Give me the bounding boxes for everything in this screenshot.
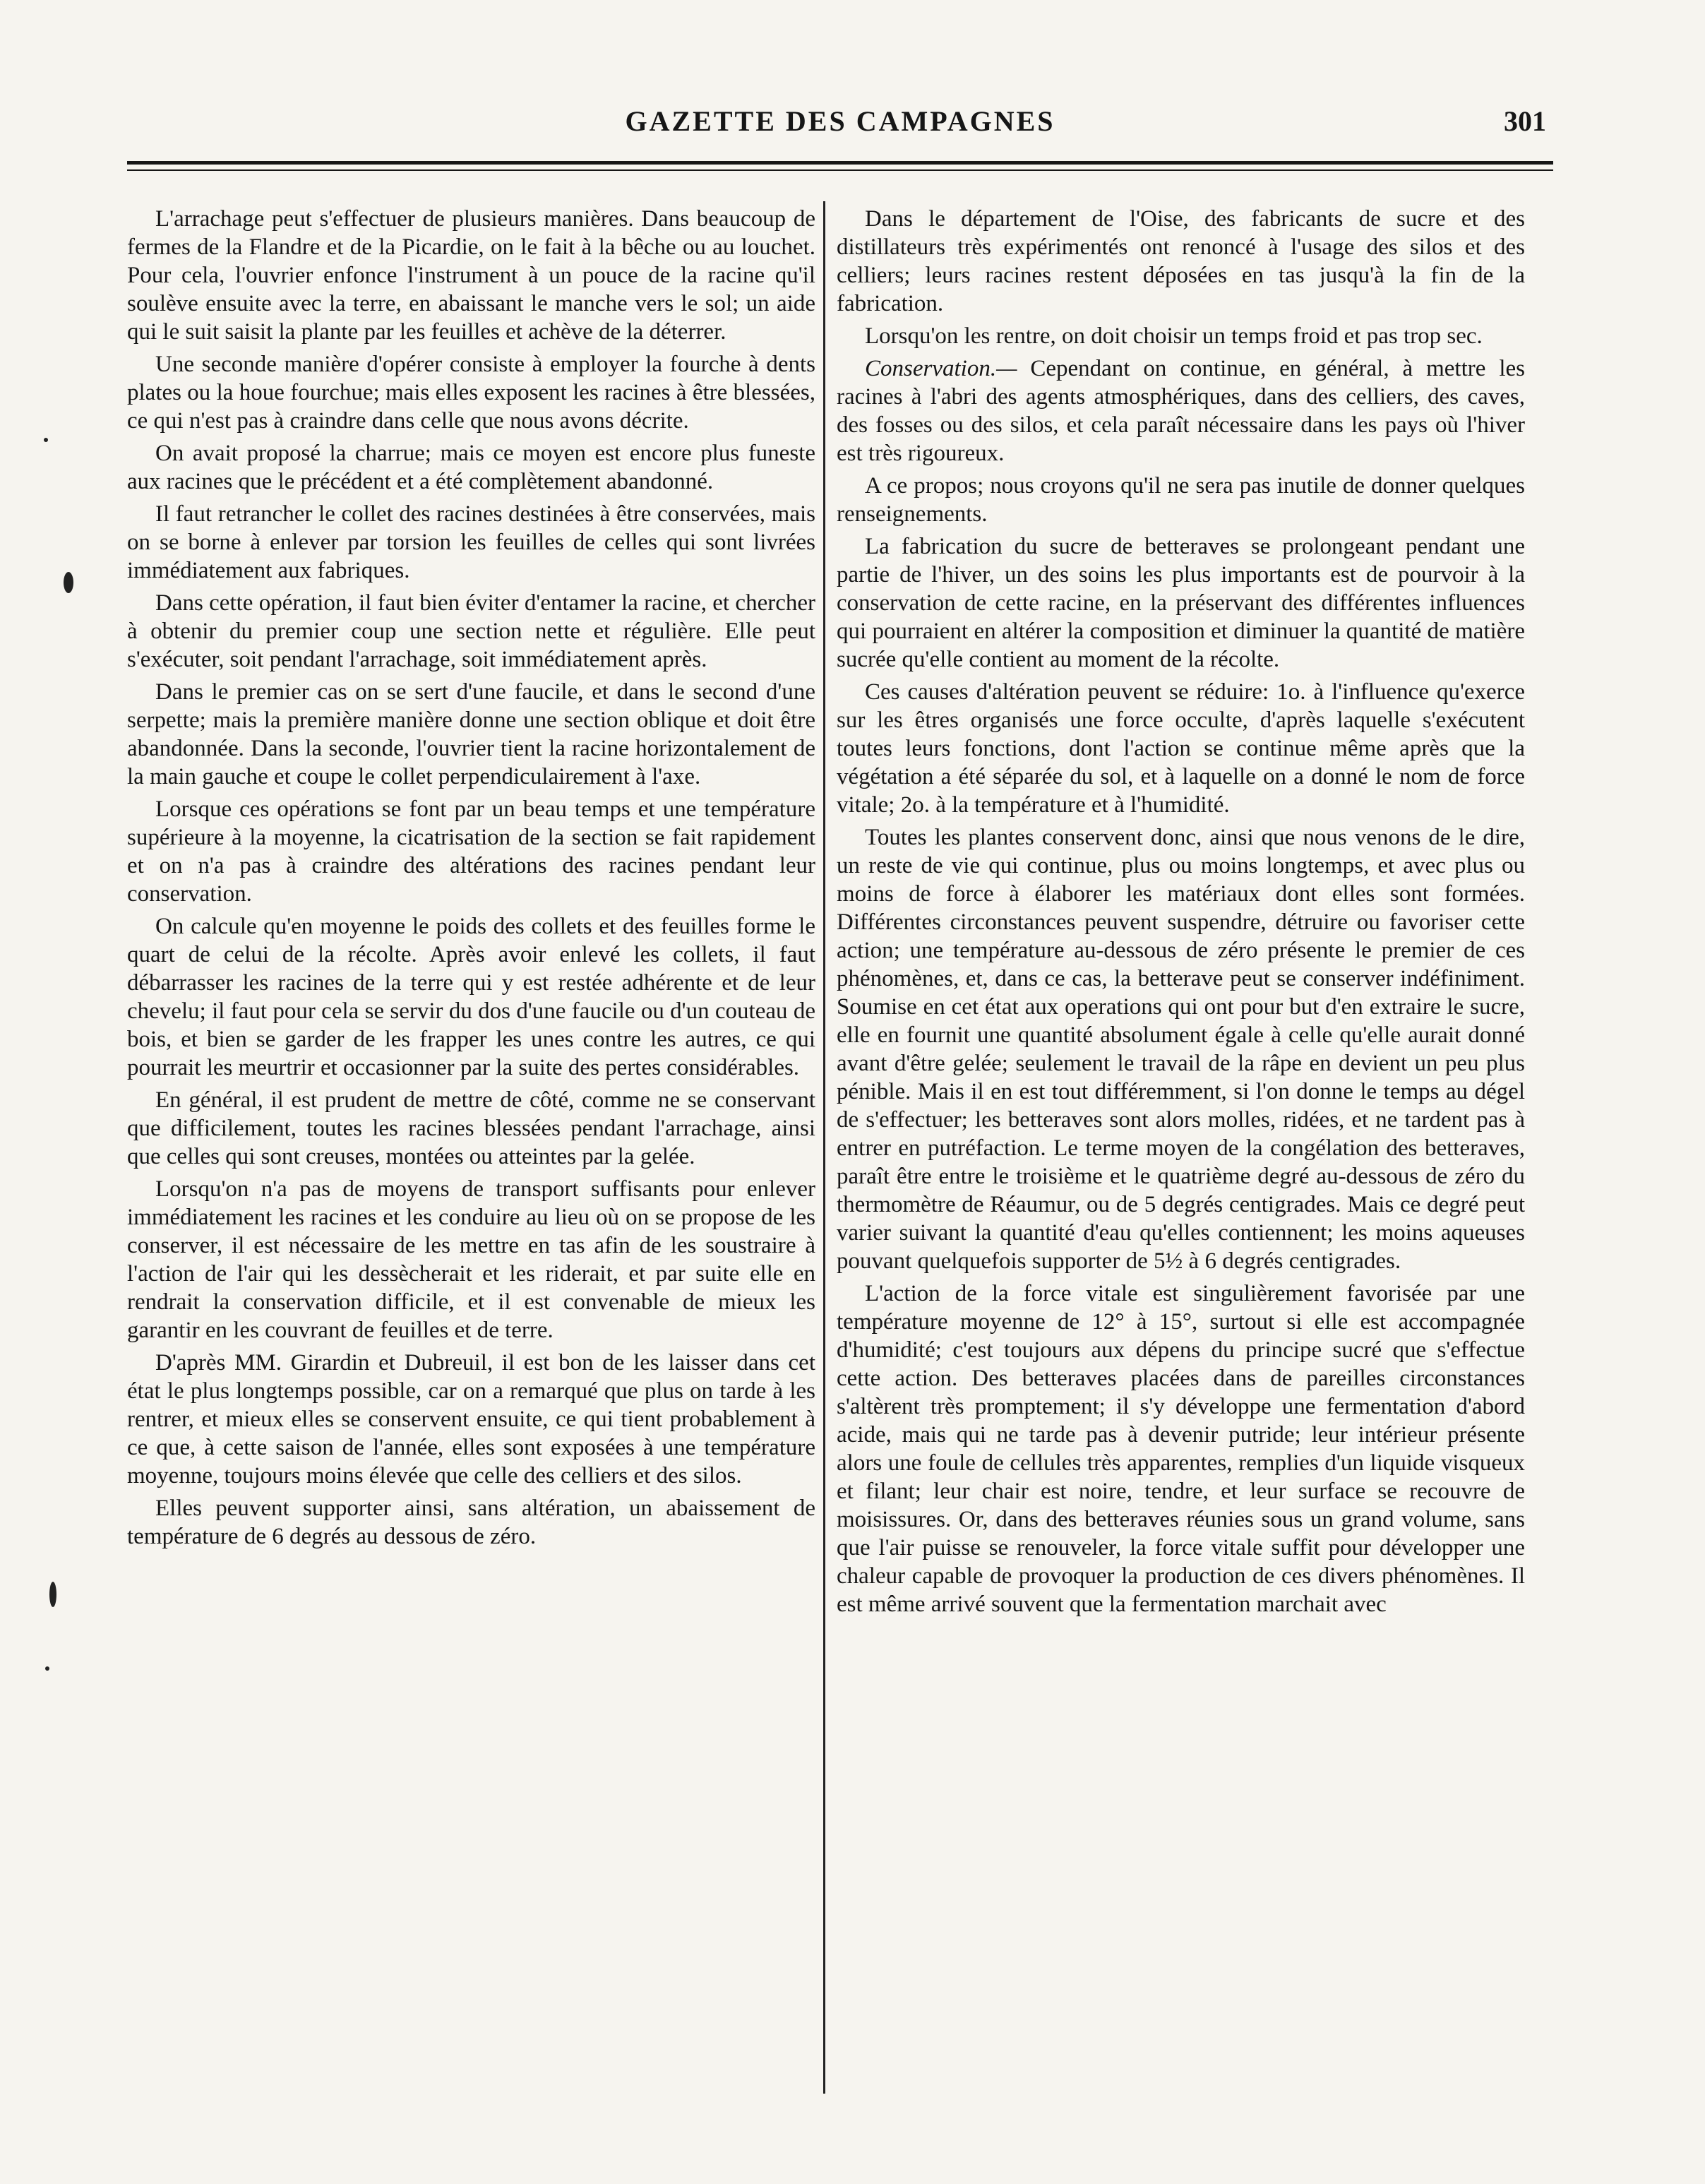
paragraph [837,322,1525,350]
paragraph: Lorsqu'on n'a pas de moyens de transport suffisants pour enlever immédiatement les racines et les conduire au lieu où on se propose de les conserver, il est nécessaire de les mettre en tas afin de les soustraire à l'action de l'air qui les dessècherait et les riderait, et par suite elle en rendrait la conservation difficile, et il est convenable de mieux les garantir en les couvrant de feuilles et de terre. [127,1176,815,1343]
paragraph: Elles peuvent supporter ainsi, sans altération, un abaissement de température de 6 degrés au dessous de zéro. [127,1496,815,1549]
paragraph [837,472,1525,528]
paragraph: On avait proposé la charrue; mais ce moyen est encore plus funeste aux racines que le précédent et a été complètement abandonné. [127,441,815,494]
header-rule-thick [127,161,1553,165]
paragraph [837,1279,1525,1618]
paragraph-text: Dans le département de l'Oise, des fabricants de sucre et des distillateurs très expérimentés ont renoncé à l'usage des silos et des celliers; leurs racines restent déposées en tas jusqu'à la fin de la fabrication. [837,206,1525,316]
paragraph: Il faut retrancher le collet des racines destinées à être conservées, mais on se borne à enlever par torsion les feuilles de celles qui sont livrées immédiatement aux fabriques. [127,501,815,583]
paragraph-text: Lorsqu'on les rentre, on doit choisir un temps froid et pas trop sec. [865,323,1483,349]
publication-title: GAZETTE DES CAMPAGNES [625,105,1055,137]
paragraph: Dans cette opération, il faut bien éviter d'entamer la racine, et chercher à obtenir du premier coup une section nette et régulière. Elle peut s'exécuter, soit pendant l'arrachage, soit immédiatement après. [127,590,815,672]
right-column [837,205,1525,1623]
paragraph: Une seconde manière d'opérer consiste à employer la fourche à dents plates ou la houe fourchue; mais elles exposent les racines à être blessées, ce qui n'est pas à craindre dans celle que nous avons décrite. [127,352,815,434]
paragraph-text: La fabrication du sucre de betteraves se prolongeant pendant une partie de l'hiver, un des soins les plus importants est de pourvoir à la conservation de cette racine, en la préservant des différentes influences qui pourraient en altérer la composition et diminuer la quantité de matière sucrée qu'elle contient au moment de la récolte. [837,534,1525,672]
section-heading: Conservation.— [865,356,1017,381]
paragraph: L'arrachage peut s'effectuer de plusieurs manières. Dans beaucoup de fermes de la Flandre et de la Picardie, on le fait à la bêche ou au louchet. Pour cela, l'ouvrier enfonce l'instrument à un pouce de la racine qu'il soulève ensuite avec la terre, en abaissant le manche vers le sol; un aide qui le suit saisit la plante par les feuilles et achève de la déterrer. [127,206,815,345]
ink-speck [45,1666,49,1671]
ink-speck [44,438,48,442]
header-rule-thin [127,169,1553,171]
paragraph [837,823,1525,1275]
paragraph-text: Toutes les plantes conservent donc, ainsi que nous venons de le dire, un reste de vie qui continue, plus ou moins longtemps, et avec plus ou moins de force à élaborer les matériaux dont elles sont formées. Différentes circonstances peuvent suspendre, détruire ou favoriser cette action; une température au-dessous de zéro présente le premier de ces phénomènes, et, dans ce cas, la betterave peut se conserver indéfiniment. Soumise en cet état aux operations qui ont pour but d'en extraire le sucre, elle en fournit une quantité absolument égale à celle qu'elle aurait donné avant d'être gelée; seulement le travail de la râpe en devient un peu plus pénible. Mais il en est tout différemment, si l'on donne le temps au dégel de s'effectuer; les betteraves sont alors molles, ridées, et ne tardent pas à entrer en putréfaction. Le terme moyen de la congélation des betteraves, paraît être entre le troisième et le quatrième degré au-dessous de zéro du thermomètre de Réaumur, ou de 5 degrés centigrades. Mais ce degré peut varier suivant la quantité d'eau qu'elles contiennent; les moins aqueuses pouvant quelquefois supporter de 5½ à 6 degrés centigrades. [837,825,1525,1274]
paragraph: Lorsque ces opérations se font par un beau temps et une température supérieure à la moyenne, la cicatrisation de la section se fait rapidement et on n'a pas à craindre des altérations des racines pendant leur conservation. [127,796,815,907]
paragraph: D'après MM. Girardin et Dubreuil, il est bon de les laisser dans cet état le plus longtemps possible, car on a remarqué que plus on tarde à les rentrer, et mieux elles se conservent ensuite, ce qui tient probablement à ce que, à cette saison de l'année, elles sont exposées à une température moyenne, toujours moins élevée que celle des celliers et des silos. [127,1350,815,1488]
left-column [127,205,815,1555]
page-header [127,105,1553,147]
paragraph: On calcule qu'en moyenne le poids des collets et des feuilles forme le quart de celui de la récolte. Après avoir enlevé les collets, il faut débarrasser les racines de la terre qui y est restée adhérente et de leur chevelu; il faut pour cela se servir du dos d'une faucile ou d'un couteau de bois, et bien se garder de les frapper les unes contre les autres, ce qui pourrait les meurtrir et occasionner par la suite des pertes considérables. [127,914,815,1080]
paragraph-text: A ce propos; nous croyons qu'il ne sera pas inutile de donner quelques renseignements. [837,473,1525,527]
paragraph-text: Cependant on continue, en général, à mettre les racines à l'abri des agents atmosphériques, dans des celliers, des caves, des fosses ou des silos, et cela paraît nécessaire dans les pays où l'hiver est très rigoureux. [837,356,1525,466]
ink-speck [49,1582,56,1607]
paragraph-text: L'action de la force vitale est singulièrement favorisée par une température moyenne de 12° à 15°, surtout si elle est accompagnée d'humidité; c'est toujours aux dépens du principe sucré que s'effectue cette action. Des betteraves placées dans de pareilles circonstances s'altèrent très promptement; il s'y développe une fermentation d'abord acide, mais qui ne tarde pas à devenir putride; leur intérieur présente alors une foule de cellules très apparentes, remplies d'un liquide visqueux et filant; leur chair est noire, tendre, et leur surface se recouvre de moisissures. Or, dans des betteraves réunies sous un grand volume, sans que l'air puisse se renouveler, la force vitale suffit pour développer une chaleur capable de provoquer la production de ces divers phénomènes. Il est même arrivé souvent que la fermentation marchait avec [837,1281,1525,1617]
paragraph [837,532,1525,674]
paragraph [837,678,1525,819]
column-divider [823,201,825,2094]
paragraph [837,205,1525,318]
ink-speck [64,572,73,593]
paragraph-text: Ces causes d'altération peuvent se réduire: 1o. à l'influence qu'exerce sur les êtres organisés une force occulte, d'après laquelle s'exécutent toutes leurs fonctions, dont l'action se continue même après que la végétation a été séparée du sol, et à laquelle on a donné le nom de force vitale; 2o. à la température et à l'humidité. [837,679,1525,818]
paragraph: En général, il est prudent de mettre de côté, comme ne se conservant que difficilement, toutes les racines blessées pendant l'arrachage, ainsi que celles qui sont creuses, montées ou atteintes par la gelée. [127,1087,815,1169]
page-number: 301 [1504,105,1546,137]
paragraph: Dans le premier cas on se sert d'une faucile, et dans le second d'une serpette; mais la première manière donne une section oblique et doit être abandonnée. Dans la seconde, l'ouvrier tient la racine horizontalement de la main gauche et coupe le collet perpendiculairement à l'axe. [127,679,815,789]
section-paragraph [837,354,1525,467]
